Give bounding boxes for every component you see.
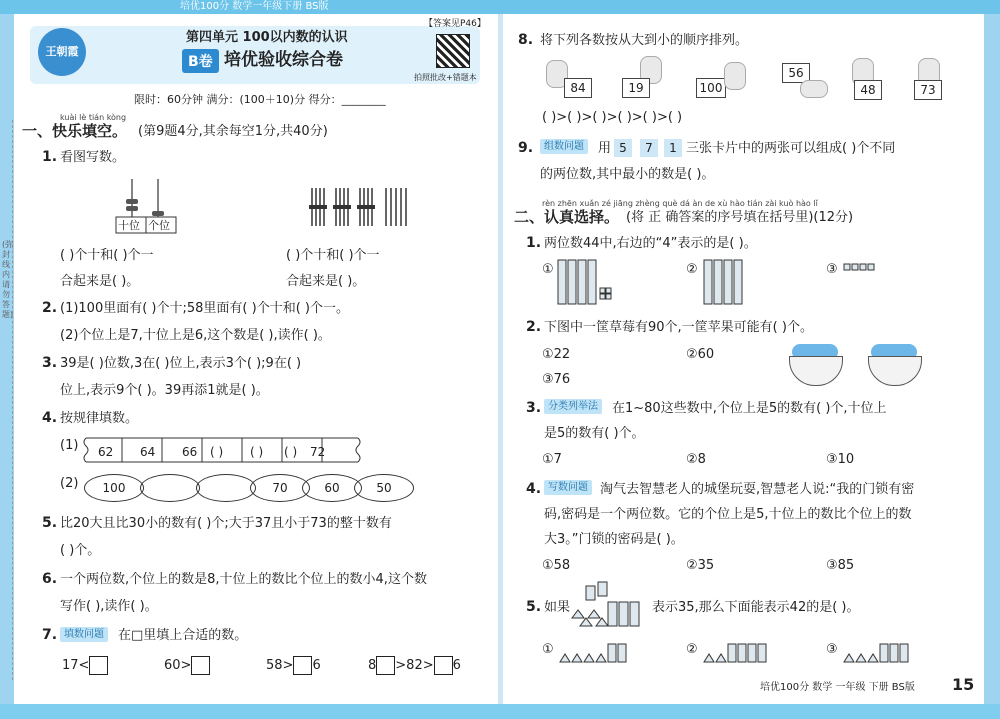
top-banner-text: 培优100分 数学一年级下册 BS版 [180, 1, 329, 12]
q1-line2a: 合起来是( )。 [60, 274, 140, 289]
c3-opt-3[interactable]: ③10 [826, 452, 855, 467]
q1-number: 1. [42, 149, 58, 165]
c3-line1: 在1~80这些数中,个位上是5的数有( )个,十位上 [612, 401, 887, 416]
ruler-cell-3: 66 [182, 445, 198, 459]
answer-box[interactable] [191, 656, 210, 675]
c3-line2: 是5的数有( )个。 [544, 426, 645, 441]
section2-desc: (将 正 确答案的序号填在括号里)(12分) [626, 210, 854, 225]
answer-box[interactable] [89, 656, 108, 675]
abacus-tens-label: 十位 [118, 219, 140, 232]
ruler-cell-1: 62 [98, 445, 114, 459]
q7-tag: 填数问题 [60, 627, 108, 642]
ruler-cell-4: ( ) [210, 445, 224, 459]
c5-option2-figure [702, 636, 776, 666]
q7-item-1-text: 17< [62, 658, 90, 673]
tens-blocks-a [556, 258, 612, 306]
q1-line1a: ( )个十和( )个一 [60, 248, 154, 263]
answer-box[interactable] [434, 656, 453, 675]
c2-number: 2. [526, 319, 542, 335]
c1-opt-2[interactable]: ② [686, 262, 698, 277]
q4-text: 按规律填数。 [60, 411, 139, 426]
tens-blocks-b [702, 258, 748, 306]
q8-text: 将下列各数按从大到小的顺序排列。 [540, 33, 749, 48]
q5-line2: ( )个。 [60, 543, 101, 558]
c4-line1: 淘气去智慧老人的城堡玩耍,智慧老人说:“我的门锁有密 [600, 482, 915, 497]
c4-line3: 大3。”门锁的密码是( )。 [544, 532, 684, 547]
q4-row2-label: (2) [60, 476, 79, 491]
exam-meta: 限时：60分钟 满分：(100＋10)分 得分：________ [134, 93, 386, 106]
ones-cubes [842, 262, 876, 274]
cut-line [0, 120, 13, 680]
q9-line1: 三张卡片中的两张可以组成( )个不同 [686, 141, 896, 156]
juan-badge: B卷 [182, 49, 219, 73]
c4-opt-3[interactable]: ③85 [826, 558, 855, 573]
q7-number: 7. [42, 627, 58, 643]
c2-opt-3[interactable]: ③76 [542, 372, 571, 387]
c2-opt-1[interactable]: ①22 [542, 347, 571, 362]
c1-opt-3[interactable]: ③ [826, 262, 838, 277]
c1-number: 1. [526, 235, 542, 251]
c4-opt-2[interactable]: ②35 [686, 558, 715, 573]
q7-item-3 [266, 656, 321, 675]
c5-option3-figure [842, 636, 916, 666]
c3-number: 3. [526, 400, 542, 416]
q9-number: 9. [518, 140, 534, 156]
q8-num-4: 56 [782, 63, 810, 83]
c5-text: 表示35,那么下面能表示42的是( )。 [652, 600, 860, 615]
digit-card-1: 1 [664, 139, 682, 157]
ellipse-1: 100 [84, 474, 144, 502]
answer-box[interactable] [293, 656, 312, 675]
q9-tag: 组数问题 [540, 139, 588, 154]
c1-opt-1[interactable]: ① [542, 262, 554, 277]
q8-num-5: 48 [854, 80, 882, 100]
q7-item-3-text: 58> [266, 658, 294, 673]
q3-line2: 位上,表示9个( )。39再添1就是( )。 [60, 383, 269, 398]
section1-pinyin: kuài lè tián kòng [60, 113, 127, 122]
q2-line2: (2)个位上是7,十位上是6,这个数是( ),读作( )。 [60, 328, 331, 343]
ellipse-3 [196, 474, 256, 502]
section1-desc: (第9题4分,其余每空1分,共40分) [138, 124, 328, 139]
answer-ref: 【答案见P46】 [424, 19, 486, 29]
unit-title: 第四单元 100以内数的认识 [186, 30, 348, 45]
ellipse-6: 50 [354, 474, 414, 502]
c4-opt-1[interactable]: ①58 [542, 558, 571, 573]
q7-text: 在□里填上合适的数。 [118, 628, 248, 643]
q7-item-4-suffix: 6 [452, 658, 461, 673]
ellipse-5: 60 [302, 474, 362, 502]
c5-number: 5. [526, 599, 542, 615]
q5-line1: 比20大且比30小的数有( )个;大于37且小于73的整十数有 [60, 516, 392, 531]
turtle-figure [800, 80, 828, 98]
q6-number: 6. [42, 571, 58, 587]
q1-line2b: 合起来是( )。 [286, 274, 366, 289]
section2-pinyin: rèn zhēn xuǎn zé jiāng zhèng què dá àn de xù hào tián zài kuò hào lǐ [542, 199, 818, 208]
ruler-cell-2: 64 [140, 445, 156, 459]
answer-box[interactable] [376, 656, 395, 675]
section1-title: 一、快乐填空。 [22, 122, 128, 140]
q8-num-3: 100 [696, 78, 726, 98]
q7-item-2 [164, 656, 210, 675]
c5-pre: 如果 [544, 600, 571, 615]
ruler-cell-5: ( ) [250, 445, 264, 459]
bottom-border [0, 704, 1000, 719]
c1-text: 两位数44中,右边的“4”表示的是( )。 [544, 236, 757, 251]
c4-tag: 写数问题 [544, 480, 592, 495]
q6-line1: 一个两位数,个位上的数是8,十位上的数比个位上的数小4,这个数 [60, 572, 427, 587]
c3-opt-1[interactable]: ①7 [542, 452, 562, 467]
q2-line1: (1)100里面有( )个十;58里面有( )个十和( )个一。 [60, 301, 349, 316]
bundled-sticks-figure [306, 184, 416, 230]
q3-line1: 39是( )位数,3在( )位上,表示3个( );9在( ) [60, 356, 302, 371]
side-note: (弥封线内请勿答题) [2, 240, 14, 319]
qr-caption: 拍照批改+错题本 [414, 73, 477, 82]
q6-line2: 写作( ),读作( )。 [60, 599, 158, 614]
section2-title: 二、认真选择。 [514, 208, 620, 226]
q8-num-1: 84 [564, 78, 592, 98]
c5-opt-3[interactable]: ③ [826, 642, 838, 657]
digit-card-5: 5 [614, 139, 632, 157]
c3-tag: 分类列举法 [544, 399, 602, 414]
q7-item-2-text: 60> [164, 658, 192, 673]
brand-logo: 王朝霞 [38, 28, 86, 76]
ruler-cell-6: ( ) [284, 445, 298, 459]
ellipse-2 [140, 474, 200, 502]
q1-line1b: ( )个十和( )个一 [286, 248, 380, 263]
c4-line2: 码,密码是一个两位数。它的个位上是5,十位上的数比个位上的数 [544, 507, 912, 522]
q1-text: 看图写数。 [60, 150, 126, 165]
q9-pre: 用 [598, 141, 612, 156]
ellipse-4: 70 [250, 474, 310, 502]
q7-item-4 [368, 656, 461, 675]
c4-number: 4. [526, 481, 542, 497]
q7-item-3-suffix: 6 [312, 658, 321, 673]
lizard-figure [724, 62, 746, 90]
qr-code[interactable] [436, 34, 470, 68]
abacus-ones-label: 个位 [148, 219, 170, 232]
c5-opt-2[interactable]: ② [686, 642, 698, 657]
q8-num-2: 19 [622, 78, 650, 98]
c2-opt-2[interactable]: ②60 [686, 347, 715, 362]
q8-order-line: ( )>( )>( )>( )>( )>( ) [542, 110, 683, 125]
c5-opt-1[interactable]: ① [542, 642, 554, 657]
page-number: 15 [952, 675, 975, 694]
q5-number: 5. [42, 515, 58, 531]
q4-number: 4. [42, 410, 58, 426]
q7-item-4-prefix: 8 [368, 658, 377, 673]
q2-number: 2. [42, 300, 58, 316]
q8-num-6: 73 [914, 80, 942, 100]
q9-line2: 的两位数,其中最小的数是( )。 [540, 167, 715, 182]
digit-card-7: 7 [640, 139, 658, 157]
q7-item-1 [62, 656, 108, 675]
c2-text: 下图中一筐草莓有90个,一筐苹果可能有( )个。 [544, 320, 813, 335]
cake-milk-figure [570, 580, 646, 630]
footer-text: 培优100分 数学 一年级 下册 BS版 [760, 682, 915, 693]
c5-option1-figure [558, 636, 632, 666]
ruler-cell-7: 72 [310, 445, 326, 459]
q7-item-4-middle: >82> [395, 658, 434, 673]
q8-number: 8. [518, 32, 534, 48]
exam-title: 培优验收综合卷 [224, 50, 343, 70]
top-banner [0, 0, 1000, 14]
c3-opt-2[interactable]: ②8 [686, 452, 706, 467]
q4-row1-label: (1) [60, 438, 79, 453]
q3-number: 3. [42, 355, 58, 371]
